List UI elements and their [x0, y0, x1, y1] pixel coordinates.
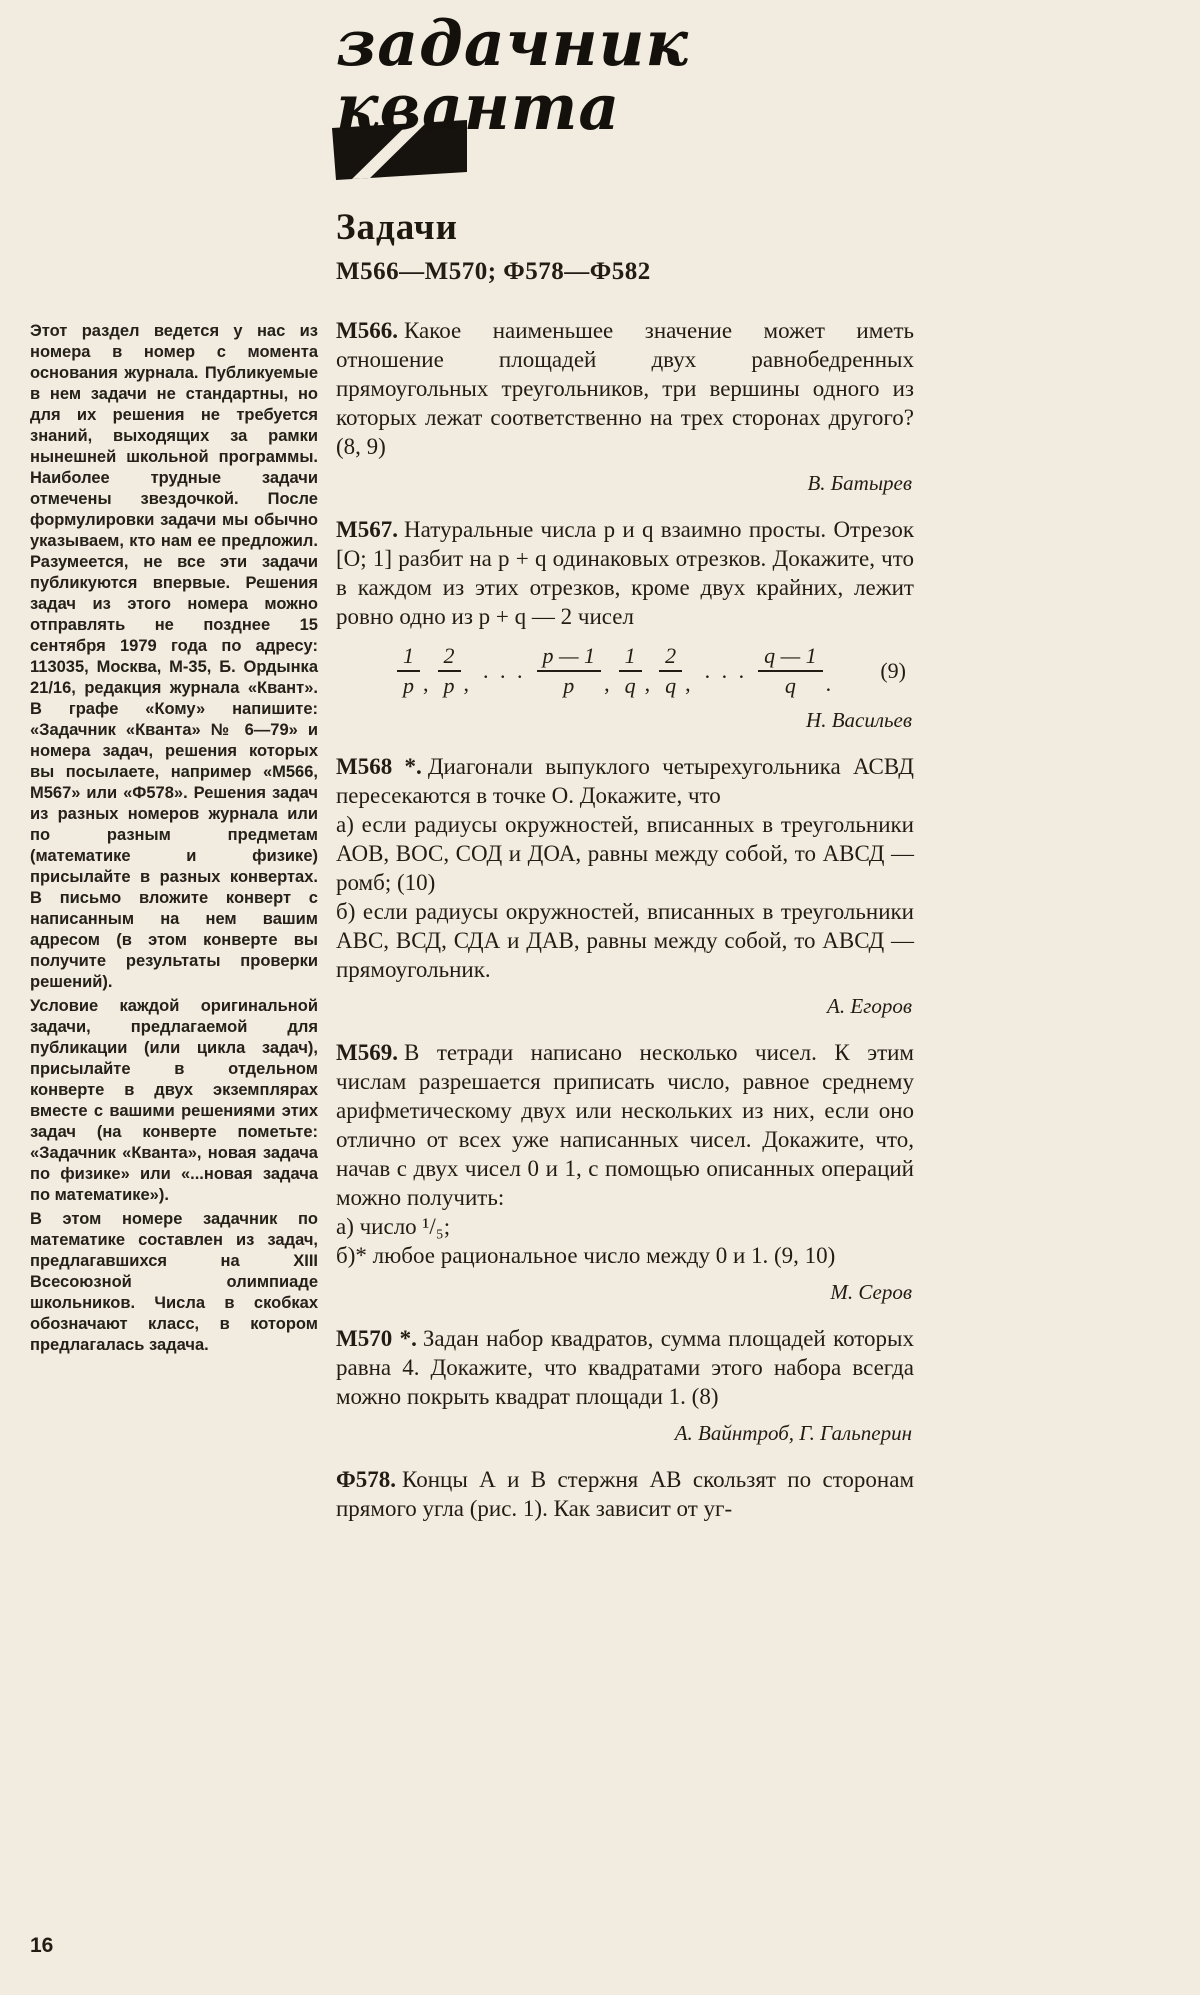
- problem-item-b: б) если радиусы окружностей, вписанных в треугольники АВС, ВСД, СДА и ДАВ, равны между собой, то АВСД — прямоугольник.: [336, 899, 914, 983]
- editorial-sidebar: [30, 321, 318, 1359]
- fraction: [438, 643, 461, 698]
- formula-ellipsis: . . .: [483, 657, 526, 683]
- formula-comma: ,: [604, 671, 610, 697]
- formula-comma: ,: [685, 671, 691, 697]
- problem-text: Диагонали выпуклого четырехугольника АСВД пересекаются в точке О. Докажите, что: [336, 754, 914, 809]
- problem-body: [336, 1465, 914, 1523]
- problem-item-a: а) число ¹/₅;: [336, 1214, 451, 1240]
- fraction-denominator: q: [665, 673, 677, 699]
- fraction-numerator: 1: [397, 643, 420, 672]
- fraction-denominator: p: [563, 673, 575, 699]
- masthead-logo-block: [336, 70, 636, 206]
- problem-text: Какое наименьшее значение может иметь отношение площадей двух равнобедренных прямоугольных треугольников, три вершины одного из которых лежат соответственно на трех сторонах другого? (8, 9): [336, 318, 914, 459]
- formula-comma: ,: [644, 671, 651, 697]
- fraction-numerator: 2: [659, 643, 682, 672]
- formula-comma: ,: [463, 671, 469, 697]
- problem-body: [336, 515, 914, 631]
- fraction: [758, 643, 823, 698]
- section-title: Задачи: [336, 207, 458, 248]
- problem-item-b: б)* любое рациональное число между 0 и 1. (9, 10): [336, 1243, 836, 1269]
- formula-class-tag: (9): [880, 657, 906, 683]
- problem-text: В тетради написано несколько чисел. К этим числам разрешается приписать число, равное среднему арифметическому двух или нескольких из них, если оно отлично от всех уже написанных чисел. Докажите, что, начав с двух чисел 0 и 1, с помощью описанных операций можно получить:: [336, 1040, 914, 1211]
- fraction-numerator: 2: [438, 643, 461, 672]
- sidebar-paragraph-3: В этом номере задачник по математике составлен из задач, предлагавшихся на XIII Всесоюзной олимпиаде школьников. Числа в скобках обозначают класс, в котором предлагалась задача.: [30, 1210, 318, 1354]
- problem-m567: [336, 515, 914, 735]
- fraction: [397, 643, 420, 698]
- fraction-numerator: 1: [619, 643, 642, 672]
- problem-text: Задан набор квадратов, сумма площадей которых равна 4. Докажите, что квадратами этого набора всегда можно покрыть квадрат площади 1. (8): [336, 1326, 914, 1410]
- problem-text: Концы А и В стержня АВ скользят по сторонам прямого угла (рис. 1). Как зависит от уг-: [336, 1467, 914, 1522]
- formula-ellipsis: . . .: [704, 657, 748, 683]
- problem-m569: [336, 1038, 914, 1307]
- page-number: 16: [30, 1934, 54, 1957]
- problem-m566: [336, 316, 914, 498]
- problem-body: [336, 316, 914, 461]
- author-byline: Н. Васильев: [806, 708, 912, 733]
- problem-f578: [336, 1465, 914, 1523]
- author-byline: А. Егоров: [827, 994, 912, 1019]
- fraction: [659, 643, 682, 698]
- problem-range: М566—М570; Ф578—Ф582: [336, 258, 651, 285]
- problem-m568: [336, 752, 914, 1021]
- problem-body: [336, 752, 914, 810]
- fraction: [619, 643, 642, 698]
- author-byline: М. Серов: [830, 1280, 912, 1305]
- problem-m570: [336, 1324, 914, 1448]
- formula-period: .: [825, 671, 832, 697]
- problem-id: Ф578.: [336, 1467, 397, 1493]
- m567-formula: [336, 643, 914, 698]
- author-byline: А. Вайнтроб, Г. Гальперин: [674, 1421, 912, 1446]
- problem-item-a: а) если радиусы окружностей, вписанных в треугольники АОВ, ВОС, СОД и ДОА, равны между собой, то АВСД — ромб; (10): [336, 812, 914, 896]
- problem-id: М567.: [336, 517, 398, 542]
- fraction-denominator: q: [624, 673, 636, 699]
- author-byline: В. Батырев: [807, 471, 912, 495]
- fraction: [537, 643, 602, 698]
- fraction-numerator: q — 1: [758, 643, 823, 672]
- masthead-word-kvanta: кванта: [336, 70, 621, 144]
- sidebar-paragraph-1: Этот раздел ведется у нас из номера в номер с момента основания журнала. Публикуемые в нем задачи не стандартны, но для их решения не требуется знаний, выходящих за рамки нынешней школьной программы. Наиболее трудные задачи отмечены звездочкой. После формулировки задачи мы обычно указываем, кто нам ее предложил. Разумеется, не все эти задачи публикуются впервые. Решения задач из этого номера можно отправлять не позднее 15 сентября 1979 года по адресу: 113035, Москва, М-35, Б. Ордынка 21/16, редакция журнала «Квант». В графе «Кому» напишите: «Задачник «Кванта» № 6—79» и номера задач, решения которых вы посылаете, например «М566, М567» или «Ф578». Решения задач из разных номеров журнала или по разным предметам (математике и физике) присылайте в разных конвертах. В письмо вложите конверт с написанным на нем вашим адресом (в этом конверте вы получите результаты проверки решений).: [30, 322, 318, 991]
- problem-text: Натуральные числа p и q взаимно просты. Отрезок [О; 1] разбит на p + q одинаковых отрезков. Докажите, что в каждом из этих отрезков, кроме двух крайних, лежит ровно одно из p + q — 2 чисел: [336, 517, 914, 629]
- masthead: [336, 6, 690, 206]
- section-head: [336, 206, 651, 286]
- problem-body: [336, 1038, 914, 1212]
- fraction-denominator: q: [784, 673, 796, 699]
- problem-id: М569.: [336, 1040, 398, 1066]
- problem-id: М570 *.: [336, 1326, 417, 1352]
- problem-id: М566.: [336, 318, 398, 343]
- problem-id: М568 *.: [336, 754, 422, 780]
- fraction-denominator: p: [403, 673, 414, 699]
- fraction-numerator: p — 1: [537, 643, 602, 672]
- problems-column: [336, 316, 914, 1523]
- fraction-denominator: p: [443, 673, 455, 699]
- masthead-word-zadachnik: задачник: [336, 6, 690, 80]
- sidebar-paragraph-2: Условие каждой оригинальной задачи, предлагаемой для публикации (или цикла задач), присылайте в отдельном конверте в двух экземплярах вместе с вашими решениями этих задач (на конверте пометьте: «Задачник «Кванта», новая задача по физике» или «...новая задача по математике»).: [30, 997, 318, 1204]
- formula-comma: ,: [423, 671, 429, 697]
- problem-body: [336, 1324, 914, 1411]
